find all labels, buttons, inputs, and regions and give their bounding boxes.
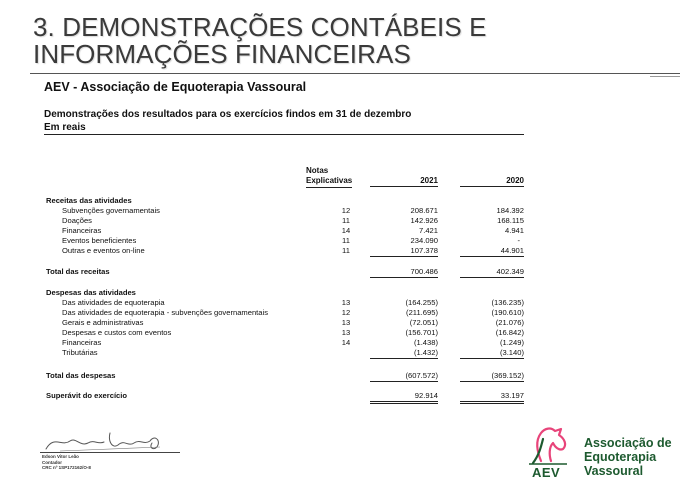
row-value-2020: (136.235) [491,298,524,307]
row-label: Das atividades de equoterapia [62,298,165,307]
row-value-2021: 142.926 [410,216,438,225]
row-label: Das atividades de equoterapia - subvenções governamentais [62,308,269,317]
row-value-2021: 7.421 [418,226,438,235]
total-value-2020: 402.349 [460,267,524,278]
row-label: Outras e eventos on-line [62,246,145,255]
superavit-label: Superávit do exercício [46,391,128,400]
table-row [46,236,526,246]
row-value-2021: 107.378 [370,246,438,257]
row-label: Financeiras [62,338,102,347]
row-value-2021: (211.695) [406,308,438,317]
statement-currency: Em reais [44,122,86,133]
horse-logo-icon [527,425,577,465]
row-label: Eventos beneficientes [62,236,137,245]
row-value-2020: (190.610) [491,308,524,317]
total-label: Total das receitas [46,267,110,276]
logo-line-2: Equoterapia [584,450,657,464]
row-label: Tributárias [62,348,98,357]
row-value-2020: - [517,236,520,245]
row-value-2020: 4.941 [504,226,524,235]
total-label: Total das despesas [46,371,116,380]
header-rule [44,134,524,135]
handwritten-signature [40,425,190,455]
total-row-receitas [46,267,526,277]
row-note: 14 [341,226,351,235]
row-label: Despesas e custos com eventos [62,328,172,337]
table-row [46,298,526,308]
notes-header-line2: Explicativas [306,176,353,185]
row-note: 14 [341,338,351,347]
row-value-2020: 44.901 [460,246,524,257]
table-row [46,216,526,226]
total-row-despesas [46,371,526,381]
table-row [46,206,526,216]
logo-text [584,436,672,478]
total-value-2021: 700.486 [370,267,438,278]
table-row [46,348,526,358]
section-label: Despesas das atividades [46,288,136,297]
table-row [46,246,526,256]
table-row [46,338,526,348]
signer-role: Contador [42,459,62,465]
section-heading-despesas [46,288,526,298]
row-value-2020: (1.249) [499,338,524,347]
total-value-2021: (607.572) [370,371,438,382]
signer-crc: CRC nº 1SP172162/O-8 [42,465,91,470]
column-header-2021: 2021 [370,176,438,187]
row-label: Gerais e administrativas [62,318,144,327]
title-divider-accent [650,76,680,77]
row-value-2021: (1.432) [370,348,438,359]
row-value-2020: (16.842) [495,328,524,337]
row-note: 11 [342,236,350,245]
row-value-2021: 234.090 [410,236,438,245]
row-note: 12 [341,206,351,215]
row-label: Doações [62,216,92,225]
row-value-2021: (164.255) [405,298,438,307]
section-label: Receitas das atividades [46,196,132,205]
table-row [46,226,526,236]
row-value-2021: (72.051) [409,318,438,327]
superavit-value-2021: 92.914 [370,391,438,404]
logo-line-3: Vassoural [584,464,644,478]
total-value-2020: (369.152) [460,371,524,382]
table-row [46,308,526,318]
row-note: 13 [341,298,351,307]
row-value-2020: (21.076) [495,318,524,327]
signature-line [40,452,180,453]
signature-block [42,454,91,471]
row-note: 12 [341,308,351,317]
row-note: 13 [341,318,351,327]
row-note: 11 [342,216,350,225]
column-header-2020: 2020 [460,176,524,187]
slide-title: 3. DEMONSTRAÇÕES CONTÁBEIS E INFORMAÇÕES FINANCEIRAS [33,12,487,69]
superavit-row [46,391,526,403]
table-row [46,318,526,328]
row-label: Financeiras [62,226,102,235]
organization-name: AEV - Associação de Equoterapia Vassoural [44,80,307,94]
table-row [46,328,526,338]
row-value-2020: (3.140) [460,348,524,359]
row-label: Subvenções governamentais [62,206,160,215]
logo-abbreviation: AEV [532,465,561,480]
row-value-2020: 184.392 [496,206,524,215]
section-heading-receitas [46,196,526,206]
statement-title: Demonstrações dos resultados para os exercícios findos em 31 de dezembro [44,109,412,120]
title-divider [30,73,680,74]
logo-line-1: Associação de [584,436,672,450]
superavit-value-2020: 33.197 [460,391,524,404]
row-note: 11 [342,246,350,255]
notes-header-line1: Notas [306,166,329,175]
row-value-2021: (156.701) [405,328,438,337]
signer-name: Edson Vitor Leão [42,454,79,459]
row-value-2021: 208.671 [410,206,438,215]
column-header-notes [306,166,352,188]
row-value-2020: 168.115 [497,216,524,225]
row-value-2021: (1.438) [413,338,438,347]
row-note: 13 [341,328,351,337]
